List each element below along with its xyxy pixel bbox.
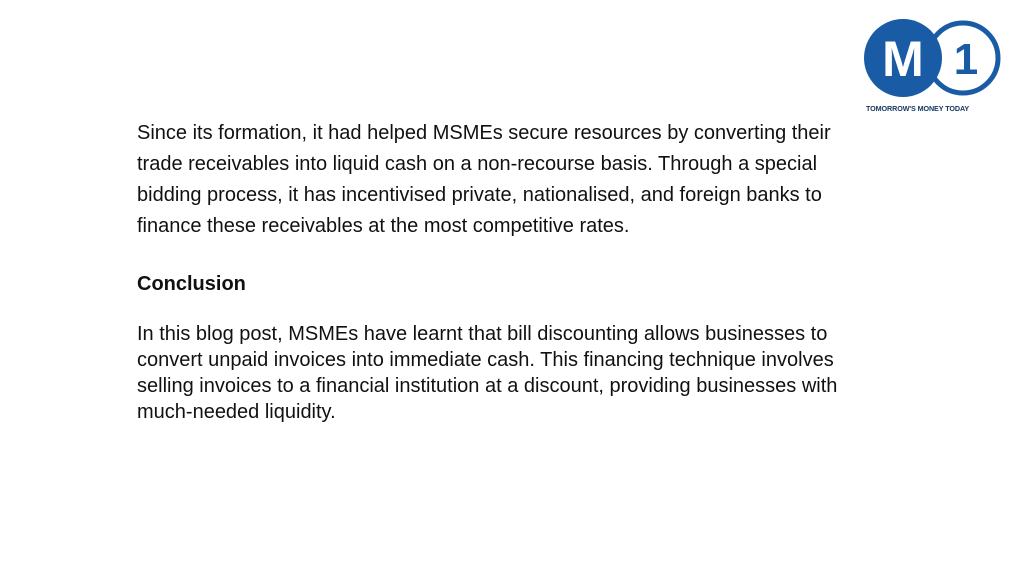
body-paragraph-1: Since its formation, it had helped MSMEs secure resources by converting their trade receivables into liquid cash on a non-recourse basis. Through a special bidding process, it has incentivised private, nationalised, and foreign banks to finance these receivables at the most competitive rates. [137, 122, 831, 237]
logo-letter: M [882, 31, 924, 87]
slide-content [137, 118, 857, 425]
logo-number: 1 [953, 35, 979, 84]
body-paragraph-2: In this blog post, MSMEs have learnt that bill discounting allows businesses to convert unpaid invoices into immediate cash. This financing technique involves selling invoices to a financial institution at a discount, providing businesses with much-needed liquidity. [137, 323, 838, 423]
m1-logo-mark [860, 14, 1010, 104]
section-heading: Conclusion [137, 273, 246, 295]
m1-logo [860, 14, 1010, 118]
logo-tagline: TOMORROW'S MONEY TODAY [866, 104, 970, 113]
